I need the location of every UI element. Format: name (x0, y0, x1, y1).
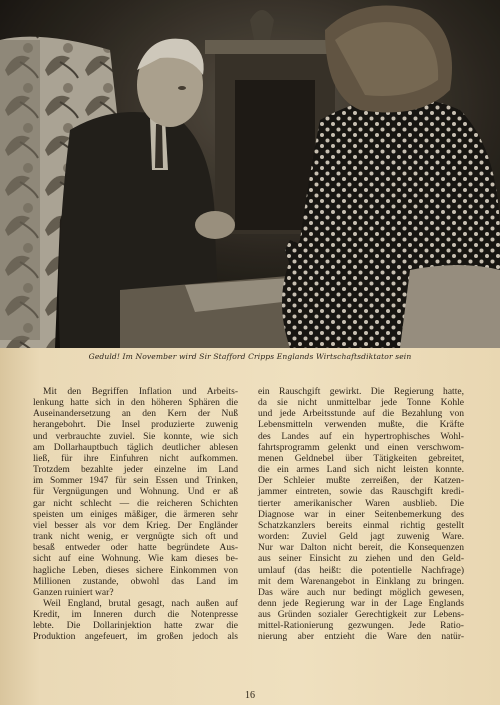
text-line: trank nicht wenig, er vergnügte sich oft und (33, 531, 238, 543)
text-line: und jede Arbeitsstunde auf die Bezahlung von (258, 408, 464, 420)
text-line: lebte. Die Dollarinjektion hatte zwar die (33, 620, 238, 632)
text-line: Der Schleier mußte zerreißen, der Katzen- (258, 475, 464, 487)
text-line: ließ, für ihre Einfuhren nicht aufkommen. (33, 452, 238, 464)
text-line: Lebensmitteln verwenden mußte, die Kräfte (258, 419, 464, 431)
text-line: Ganzen ruiniert war? (33, 586, 114, 598)
text-line: Diagnose war in einer Seitenbemerkung des (258, 508, 464, 520)
text-line: fahrtsprogramm gelenkt und einen verschwom- (258, 441, 464, 453)
text-line: speisten um einiges mäßiger, die ärmeren sehr (33, 508, 238, 520)
text-line: nierung aber entzieht die Ware den natür- (258, 631, 464, 643)
photo-illustration (0, 0, 500, 348)
text-line: aus seiner Einsicht zu ziehen und den Geld- (258, 553, 464, 565)
text-line: gar nicht schlecht — die reicheren Schichten (33, 497, 238, 509)
text-line: Schatzkanzlers bereits einmal richtig gestellt (258, 519, 464, 531)
text-line: Mit den Begriffen Inflation und Arbeits- (43, 386, 238, 397)
text-column-right (258, 386, 464, 643)
page-number: 16 (245, 690, 255, 701)
text-line: Millionen zustande, obwohl das Land im (33, 575, 238, 587)
text-line: mit dem Warenangebot in Einklang zu bringen. (258, 575, 464, 587)
text-line: hagliche Leben, dieses sichere Einkommen von (33, 564, 238, 576)
text-line: Produktion angefeuert, im großen jedoch als (33, 631, 238, 643)
text-line: herangebohrt. Die Insel produzierte zuwenig (33, 419, 238, 431)
text-line: Das wäre auch nur bedingt möglich gewesen, (258, 586, 464, 598)
text-line: denn jede Regierung war in der Lage Englands (258, 597, 464, 609)
text-line: Auseinandersetzung an den Kern der Nuß (33, 408, 238, 420)
text-line: menen Geldnebel über Tätigkeiten gebreitet, (258, 452, 464, 464)
photograph (0, 0, 500, 348)
text-line: im Sommer 1947 für sein Essen und Trinken, (33, 475, 238, 487)
text-line: worden: Zuviel Geld jagt zuwenig Ware. (258, 531, 464, 543)
text-line: Kredit, im Inneren durch die Notenpresse (33, 609, 238, 621)
photo-caption: Geduld! Im November wird Sir Stafford Cripps Englands Wirtschaftsdiktator sein (88, 352, 412, 361)
text-column-left (33, 386, 238, 643)
text-line: besaß entweder oder hatte begründete Aus- (33, 542, 238, 554)
text-line: jammer eintreten, sowie das Rauschgift kredi- (258, 486, 464, 498)
text-line: Trotzdem bezahlte jeder einzelne im Land (33, 464, 238, 476)
text-line: des Landes auf ein hypertrophisches Wohl- (258, 430, 464, 442)
text-line: tierter amerikanischer Waren ausblieb. Die (258, 497, 464, 509)
text-line: mittel-Rationierung gezwungen. Jede Ratio- (258, 620, 464, 632)
text-line: am Dollarhauptbuch täglich deutlicher ablesen (33, 441, 238, 453)
text-line: Weil England, brutal gesagt, nach außen auf (43, 597, 238, 609)
text-line: viel besser als vor dem Krieg. Der Engländer (33, 519, 238, 531)
text-line: umlauf (das heißt: die potentielle Nachfrage) (258, 564, 464, 576)
text-line: sicht auf eine Wohnung. Wie kam dieses be- (33, 553, 238, 565)
text-line: die ein armes Land sich nicht leisten konnte. (258, 464, 464, 476)
text-line: lenkung hatte sich in den höheren Sphären die (33, 397, 238, 409)
text-line: da sie nicht unmittelbar jede Tonne Kohle (258, 397, 464, 409)
text-line: ein Rauschgift gewirkt. Die Regierung hatte, (258, 386, 464, 397)
text-line: Nur war Dalton nicht bereit, die Konsequenzen (258, 542, 464, 554)
text-line: aus Gründen sozialer Gerechtigkeit zur Lebens- (258, 609, 464, 621)
text-line: und verbrauchte zuviel. Sie konnte, wie sich (33, 430, 238, 442)
text-line: für Vergnügungen und Wohnung. Und er aß (33, 486, 238, 498)
